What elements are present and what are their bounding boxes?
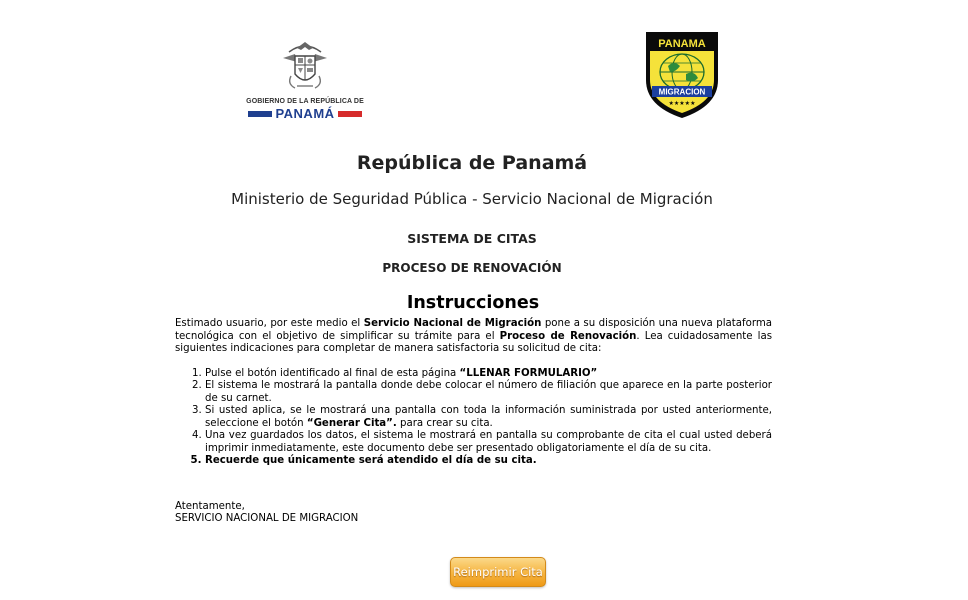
- signoff: [175, 501, 772, 526]
- sistema-heading: SISTEMA DE CITAS: [407, 231, 537, 246]
- badge-stars: ★★★★★: [668, 100, 696, 107]
- republica-heading: República de Panamá: [356, 152, 588, 174]
- migracion-badge-logo: [640, 26, 724, 120]
- reimprimir-cita-button[interactable]: Reimprimir Cita: [450, 557, 546, 587]
- step-4: 4. Una vez guardados los datos, el sistema le mostrará en pantalla su comprobante de cita el cual usted deberá imprimir inmediatamente, este documento debe ser presentado obligatoriamente el día de su cita.: [205, 430, 772, 455]
- signoff-signature: SERVICIO NACIONAL DE MIGRACION: [175, 513, 359, 524]
- steps-list: [175, 368, 772, 468]
- step-1: 1. Pulse el botón identificado al final de esta página “LLENAR FORMULARIO”: [205, 368, 772, 381]
- panama-wordmark: [244, 106, 366, 121]
- badge-top-text: PANAMA: [658, 38, 706, 50]
- gobierno-text: GOBIERNO DE LA REPÚBLICA DE: [246, 98, 364, 105]
- step-3: 3. Si usted aplica, se le mostrará una pantalla con toda la información suministrada por usted anteriormente, seleccione el botón “Generar Cita”. para crear su cita.: [205, 405, 772, 430]
- coat-of-arms-icon: [275, 38, 335, 94]
- panama-word: PANAMÁ: [275, 106, 335, 121]
- flag-red-bar: [338, 111, 362, 117]
- gobierno-panama-logo: [244, 38, 366, 121]
- intro-bold-proceso: Proceso de Renovación: [499, 330, 637, 342]
- intro-bold-servicio: Servicio Nacional de Migración: [363, 318, 542, 329]
- signoff-greeting: Atentamente,: [175, 500, 245, 512]
- step-3-bold: “Generar Cita”.: [306, 417, 397, 429]
- ministerio-heading: Ministerio de Seguridad Pública - Servicio Nacional de Migración: [231, 190, 713, 208]
- badge-bottom-text: MIGRACION: [658, 87, 706, 97]
- instructions-content: [175, 318, 772, 526]
- step-1-bold: “LLENAR FORMULARIO”: [459, 367, 598, 379]
- intro-paragraph: Estimado usuario, por este medio el Servicio Nacional de Migración pone a su disposición una nueva plataforma tecnológica con el objetivo de simplificar su trámite para el Proceso de Renovación. Lea cuidadosamente las siguientes indicaciones para completar de manera satisfactoria su solicitud de cita:: [175, 318, 772, 354]
- instrucciones-title: Instrucciones: [406, 293, 540, 313]
- proceso-heading: PROCESO DE RENOVACIÓN: [382, 261, 562, 275]
- step-5: 5. Recuerde que únicamente será atendido el día de su cita.: [205, 455, 772, 468]
- step-2: 2. El sistema le mostrará la pantalla donde debe colocar el número de filiación que aparece en la parte posterior de su carnet.: [205, 380, 772, 405]
- flag-blue-bar: [248, 111, 272, 117]
